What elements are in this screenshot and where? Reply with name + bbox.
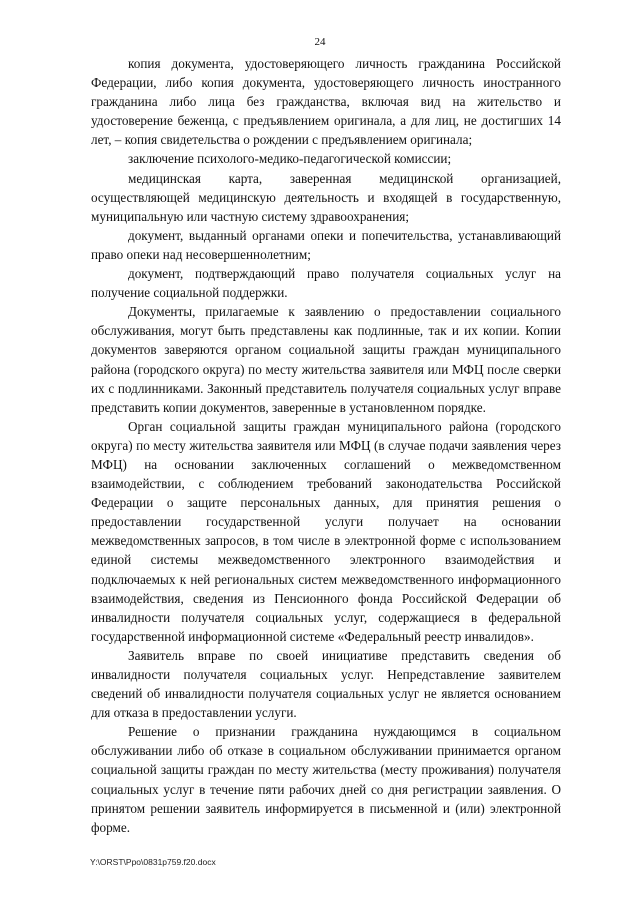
paragraph-applicant-right: Заявитель вправе по своей инициативе представить сведения об инвалидности получателя социальных услуг. Непредставление заявителем сведений об инвалидности получателя социальных услуг не является основанием для отказа в предоставлении услуги. <box>91 647 561 721</box>
paragraph-pmpk-conclusion: заключение психолого-медико-педагогической комиссии; <box>128 151 452 167</box>
footer-file-path: Y:\ORST\Ppo\0831p759.f20.docx <box>90 857 216 867</box>
paragraph-guardianship-document: документ, выданный органами опеки и попечительства, устанавливающий право опеки над несовершеннолетним; <box>91 227 561 262</box>
paragraph-identity-document: копия документа, удостоверяющего личность гражданина Российской Федерации, либо копия документа, удостоверяющего личность иностранного гражданина либо лица без гражданства, включая вид на жительство и удостоверение беженца, с предъявлением оригинала, а для лиц, не достигших 14 лет, – копия свидетельства о рождении с предъявлением оригинала; <box>91 56 561 148</box>
paragraph-decision: Решение о признании гражданина нуждающимся в социальном обслуживании либо об отказе в социальном обслуживании принимается органом социальной защиты граждан по месту жительства (месту проживания) получателя социальных услуг в течение пяти рабочих дней со дня регистрации заявления. О принятом решении заявитель информируется в письменной и (или) электронной форме. <box>91 724 561 835</box>
paragraph-interagency-requests: Орган социальной защиты граждан муниципального района (городского округа) по месту жительства заявителя или МФЦ (в случае подачи заявления через МФЦ) на основании заключенных соглашений о межведомственном взаимодействии, с соблюдением требований законодательства Российской Федерации о защите персональных данных, для принятия решения о предоставлении государственной услуги получает на основании межведомственных запросов, в том числе в электронной форме с использованием единой системы межведомственного электронного взаимодействия и подключаемых к ней региональных систем межведомственного информационного взаимодействия, сведения из Пенсионного фонда Российской Федерации об инвалидности получателя социальных услуг, содержащиеся в федеральной государственной информационной системе «Федеральный реестр инвалидов». <box>91 418 561 644</box>
paragraph-document-copies: Документы, прилагаемые к заявлению о предоставлении социального обслуживания, могут быть представлены как подлинные, так и их копии. Копии документов заверяются органом социальной защиты граждан муниципального района (городского округа) по месту жительства заявителя или МФЦ после сверки их с подлинниками. Законный представитель получателя социальных услуг вправе представить копии документов, заверенные в установленном порядке. <box>91 304 561 415</box>
paragraph-social-support-document: документ, подтверждающий право получателя социальных услуг на получение социальной поддержки. <box>91 266 561 301</box>
page-number: 24 <box>314 36 326 48</box>
document-body <box>91 54 561 837</box>
paragraph-medical-card: медицинская карта, заверенная медицинской организацией, осуществляющей медицинскую деятельность и входящей в государственную, муниципальную или частную систему здравоохранения; <box>91 170 561 224</box>
